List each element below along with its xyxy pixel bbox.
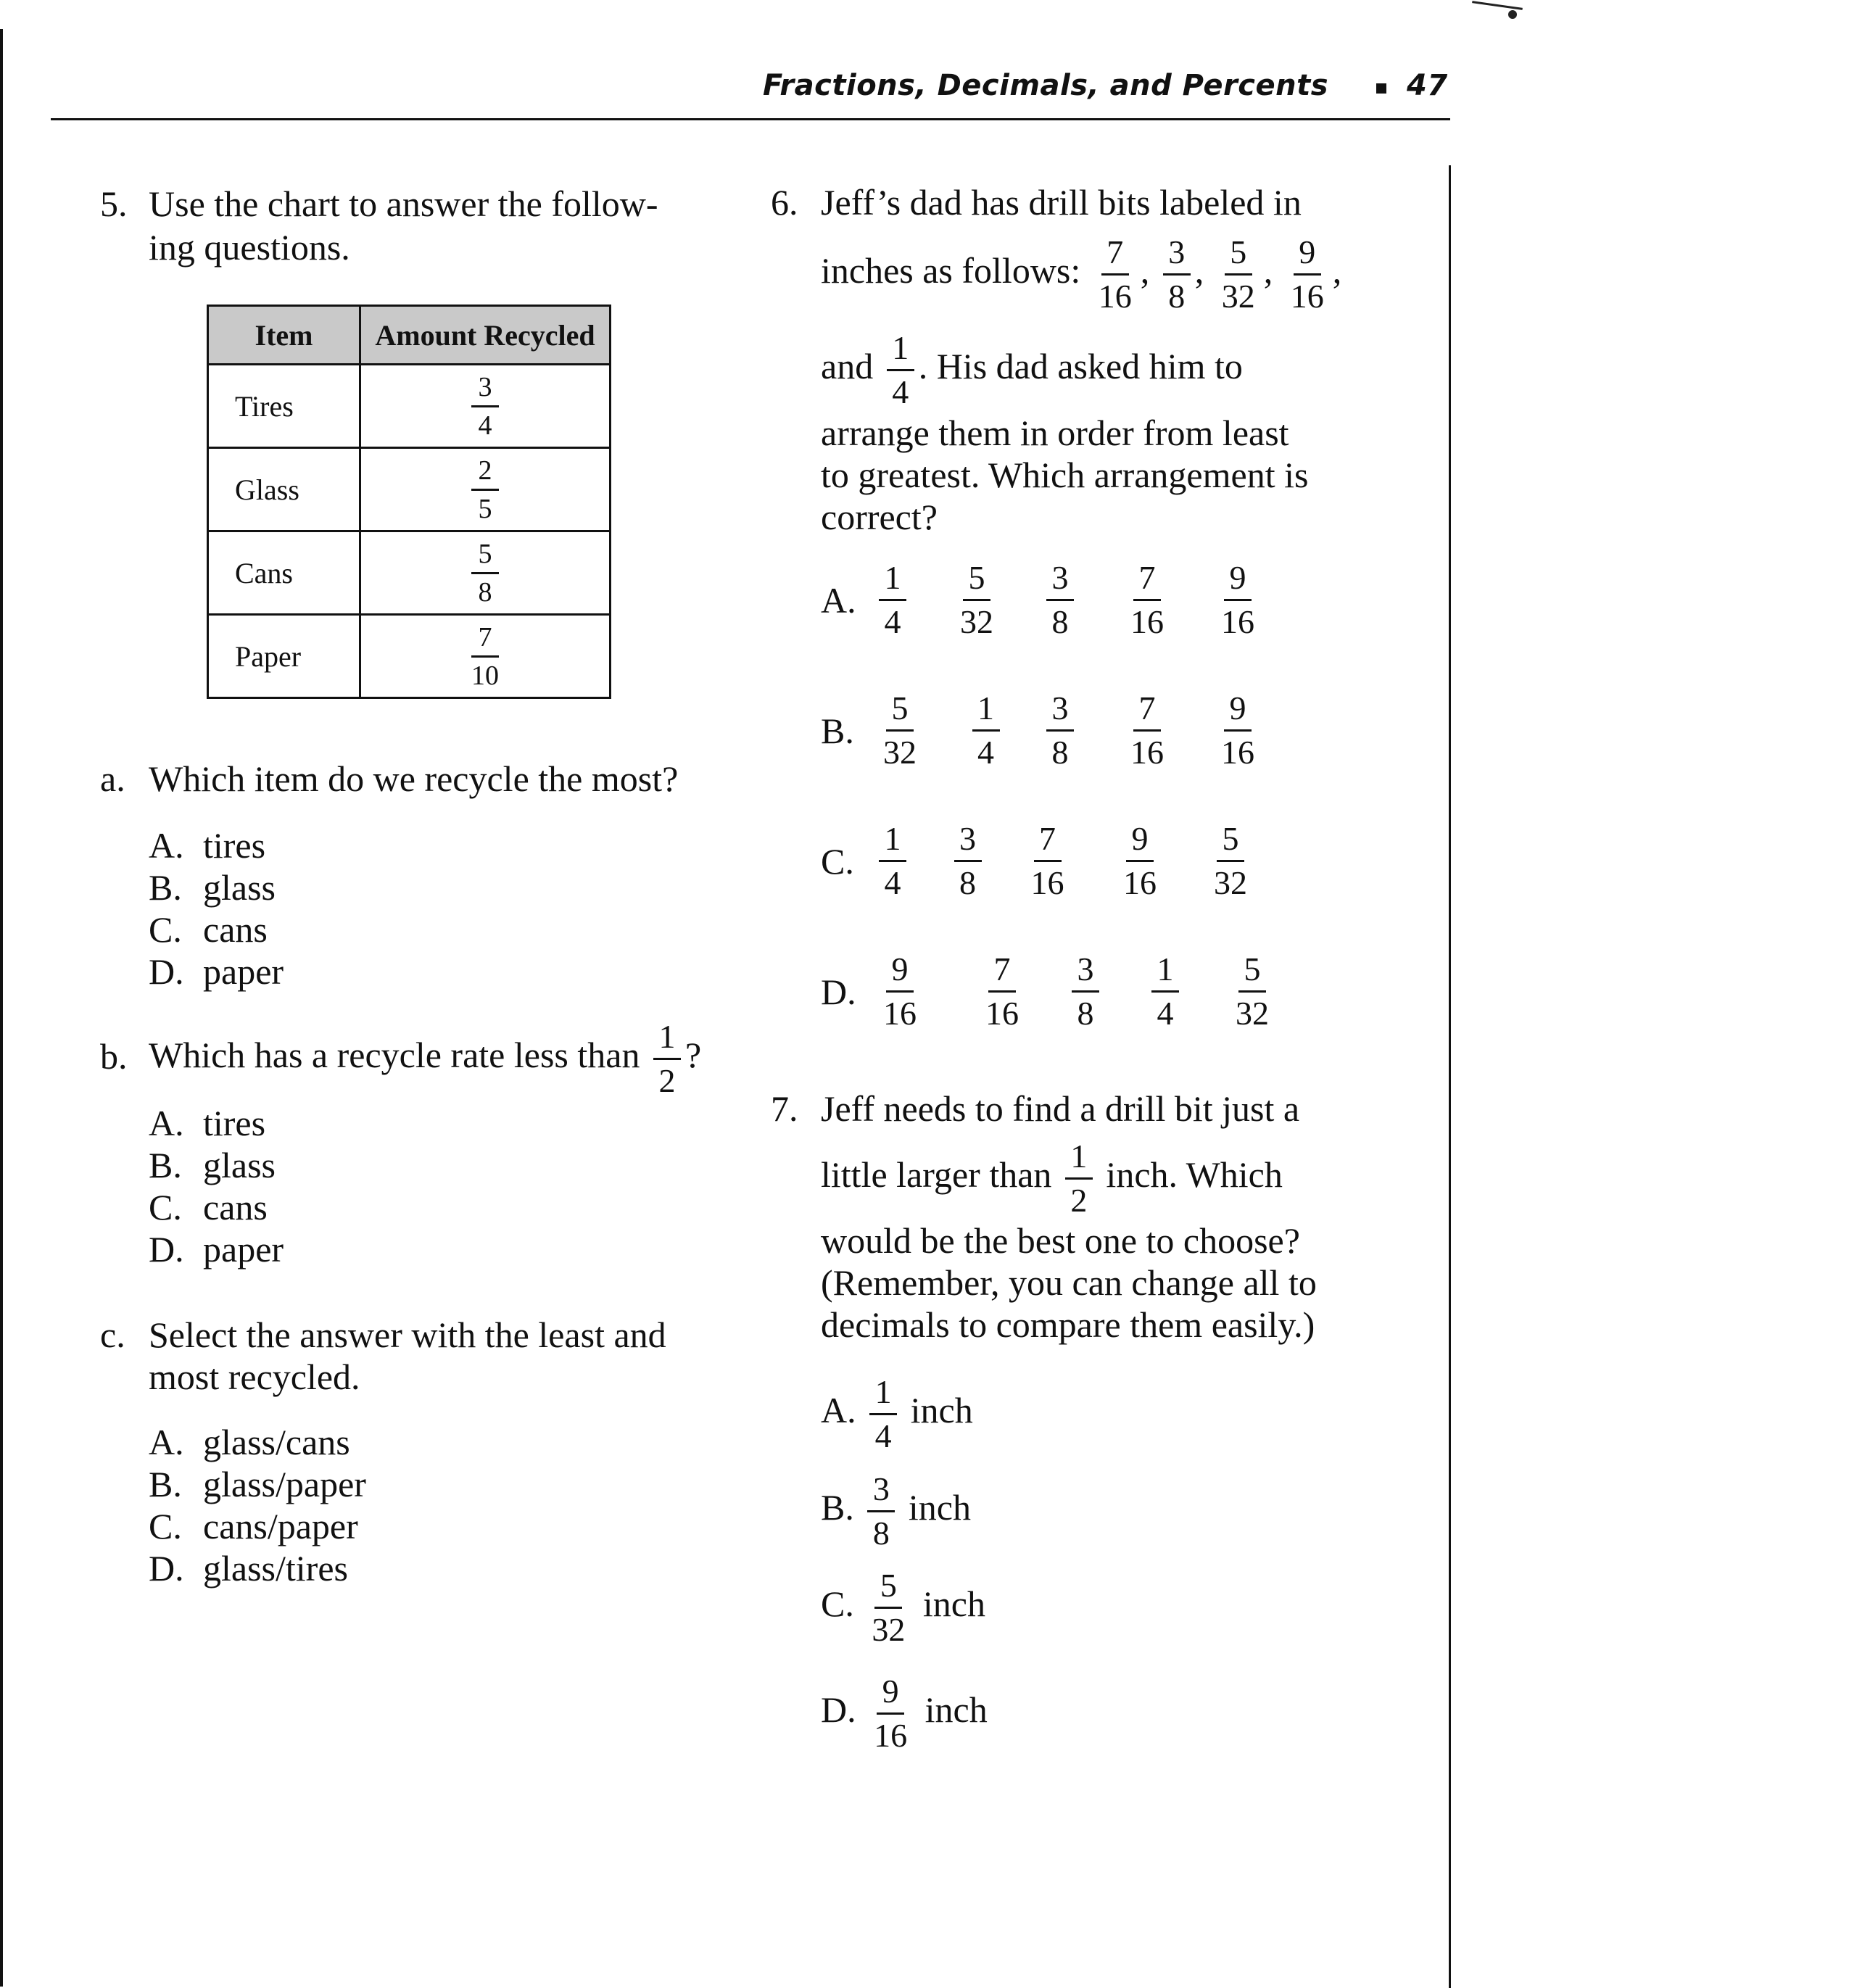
denominator: 8 <box>478 576 492 608</box>
denominator: 8 <box>1051 603 1069 640</box>
numerator: 7 <box>1101 234 1129 276</box>
q5b-text: Which has a recycle rate less than <box>149 1035 640 1075</box>
denominator: 16 <box>1123 864 1157 901</box>
q5a-option-text: tires <box>203 825 266 866</box>
numerator: 1 <box>1065 1138 1093 1180</box>
option-unit: inch <box>910 1390 973 1430</box>
fraction <box>1151 951 1179 1032</box>
numerator: 3 <box>954 821 982 862</box>
q5b-option-letter: C. <box>149 1187 182 1227</box>
q6-option-d <box>821 951 1299 1032</box>
denominator: 32 <box>1214 864 1247 901</box>
recycling-table-wrap <box>207 305 611 699</box>
numerator: 1 <box>879 821 906 862</box>
numerator: 3 <box>1046 690 1074 732</box>
numerator: 5 <box>886 690 914 732</box>
denominator: 4 <box>884 864 901 901</box>
q6-line2-text: inches as follows: <box>821 250 1081 291</box>
numerator: 3 <box>1072 951 1099 993</box>
numerator: 7 <box>1034 821 1062 862</box>
q5c-text-line2: most recycled. <box>149 1357 360 1397</box>
table-cell-item: Paper <box>208 615 360 698</box>
numerator: 3 <box>1163 234 1191 276</box>
q5a-option-text: glass <box>203 867 276 908</box>
numerator: 5 <box>1238 951 1266 993</box>
fraction <box>1027 821 1069 901</box>
fraction <box>1163 234 1191 315</box>
table-header-amount: Amount Recycled <box>360 306 611 365</box>
fraction <box>879 560 906 640</box>
denominator: 16 <box>1098 278 1132 315</box>
fraction <box>1286 234 1328 315</box>
fraction <box>1119 821 1161 901</box>
fraction <box>1072 951 1099 1032</box>
table-cell-amount <box>360 615 611 698</box>
q6-text-line6: correct? <box>821 497 938 537</box>
numerator: 9 <box>886 951 914 993</box>
numerator: 1 <box>869 1374 897 1415</box>
fraction <box>879 951 921 1032</box>
numerator: 5 <box>471 539 499 574</box>
q5c-text-line1: Select the answer with the least and <box>149 1314 666 1355</box>
numerator: 5 <box>1225 234 1252 276</box>
comma: , <box>1263 250 1273 291</box>
fraction <box>956 560 998 640</box>
fraction <box>887 330 914 410</box>
table-header-row <box>208 306 611 365</box>
numerator: 5 <box>1217 821 1244 862</box>
denominator: 16 <box>1221 603 1254 640</box>
q5b-end: ? <box>684 1035 702 1075</box>
q5a-text: Which item do we recycle the most? <box>149 758 679 799</box>
q5a-option-letter: C. <box>149 909 182 950</box>
fraction <box>879 690 921 771</box>
q5b-option-text: tires <box>203 1103 266 1143</box>
q5a-letter: a. <box>100 758 125 799</box>
option-letter: C. <box>821 840 854 882</box>
fraction <box>879 821 906 901</box>
table-cell-item: Glass <box>208 448 360 531</box>
numerator: 7 <box>1133 690 1161 732</box>
option-letter: B. <box>821 710 854 751</box>
fraction <box>1231 951 1273 1032</box>
option-letter: A. <box>821 579 856 621</box>
q5c-option-letter: C. <box>149 1506 182 1546</box>
denominator: 5 <box>478 493 492 524</box>
fraction <box>954 821 982 901</box>
q6-text-line5: to greatest. Which arrangement is <box>821 455 1309 495</box>
numerator: 3 <box>1046 560 1074 601</box>
denominator: 16 <box>1221 734 1254 771</box>
table-header-item: Item <box>208 306 360 365</box>
q7-option-a <box>821 1370 973 1454</box>
denominator: 8 <box>872 1515 890 1552</box>
q5b-option-letter: A. <box>149 1103 184 1143</box>
q5c-option-text: glass/paper <box>203 1464 366 1504</box>
numerator: 1 <box>653 1019 681 1060</box>
table-row <box>208 365 611 448</box>
q5b-option-text: cans <box>203 1187 268 1227</box>
denominator: 16 <box>985 995 1019 1032</box>
numerator: 3 <box>867 1471 895 1512</box>
q7-text-line3: would be the best one to choose? <box>821 1220 1300 1261</box>
q6-text-line3 <box>821 326 1243 410</box>
q5-number: 5. <box>100 183 128 224</box>
fraction <box>1217 234 1259 315</box>
denominator: 8 <box>959 864 976 901</box>
q7-text-line4: (Remember, you can change all to <box>821 1262 1317 1303</box>
denominator: 4 <box>892 373 909 411</box>
q5b-option-text: glass <box>203 1145 276 1185</box>
denominator: 16 <box>874 1717 908 1755</box>
table-cell-amount <box>360 531 611 615</box>
fraction <box>869 1374 897 1454</box>
denominator: 4 <box>874 1417 892 1455</box>
numerator: 1 <box>1151 951 1179 993</box>
fraction <box>972 690 1000 771</box>
denominator: 32 <box>1221 278 1255 315</box>
denominator: 16 <box>1130 603 1164 640</box>
option-letter: A. <box>821 1390 856 1430</box>
fraction <box>1126 560 1168 640</box>
q7-number: 7. <box>771 1088 798 1129</box>
q5c-option-letter: D. <box>149 1548 184 1589</box>
fraction <box>1046 690 1074 771</box>
numerator: 3 <box>471 372 499 407</box>
fraction <box>981 951 1023 1032</box>
option-unit: inch <box>924 1689 988 1730</box>
numerator: 1 <box>887 330 914 371</box>
q5b-option-letter: B. <box>149 1145 182 1185</box>
fraction <box>1209 821 1252 901</box>
q7-option-b <box>821 1467 971 1552</box>
q5c-option-text: cans/paper <box>203 1506 358 1546</box>
numerator: 2 <box>471 455 499 491</box>
table-row <box>208 448 611 531</box>
q6-option-c <box>821 821 1274 901</box>
header-rule <box>51 118 1450 120</box>
denominator: 4 <box>884 603 901 640</box>
fraction <box>653 1019 681 1099</box>
fraction <box>1217 690 1259 771</box>
denominator: 10 <box>471 660 499 691</box>
q6-option-a <box>821 560 1281 640</box>
fraction <box>471 372 499 441</box>
page-number: 47 <box>1407 69 1448 102</box>
numerator: 1 <box>972 690 1000 732</box>
q5c-option-text: glass/cans <box>203 1422 350 1462</box>
q5a-option-letter: D. <box>149 951 184 992</box>
comma: , <box>1332 250 1342 291</box>
numerator: 9 <box>1224 690 1252 732</box>
table-cell-amount <box>360 448 611 531</box>
q5a-option-letter: A. <box>149 825 184 866</box>
fraction <box>1046 560 1074 640</box>
q5c-option-letter: B. <box>149 1464 182 1504</box>
numerator: 1 <box>879 560 906 601</box>
recycling-table <box>207 305 611 699</box>
denominator: 32 <box>883 734 917 771</box>
option-unit: inch <box>922 1583 985 1624</box>
numerator: 9 <box>877 1673 904 1715</box>
right-column-rule <box>1449 165 1451 1988</box>
denominator: 8 <box>1051 734 1069 771</box>
fraction <box>1126 690 1168 771</box>
denominator: 4 <box>977 734 994 771</box>
q5a-option-letter: B. <box>149 867 182 908</box>
q5a-option-text: cans <box>203 909 268 950</box>
comma: , <box>1194 250 1204 291</box>
q6-option-b <box>821 690 1281 771</box>
fraction <box>1094 234 1136 315</box>
fraction <box>467 622 503 691</box>
option-letter: B. <box>821 1487 854 1528</box>
q5a-option-text: paper <box>203 951 284 992</box>
denominator: 32 <box>960 603 993 640</box>
numerator: 5 <box>874 1567 902 1609</box>
fraction <box>867 1567 909 1648</box>
comma: , <box>1140 250 1150 291</box>
fraction <box>867 1471 895 1552</box>
numerator: 9 <box>1224 560 1252 601</box>
fraction <box>471 455 499 524</box>
page-header-title: Fractions, Decimals, and Percents <box>763 69 1329 102</box>
q5c-option-text: glass/tires <box>203 1548 348 1589</box>
q6-text-line1: Jeff’s dad has drill bits labeled in <box>821 182 1302 223</box>
denominator: 32 <box>872 1611 906 1649</box>
q7-option-d <box>821 1670 988 1754</box>
denominator: 16 <box>1030 864 1064 901</box>
table-row <box>208 615 611 698</box>
q6-and: and <box>821 346 874 386</box>
denominator: 8 <box>1168 278 1186 315</box>
q5c-option-letter: A. <box>149 1422 184 1462</box>
table-row <box>208 531 611 615</box>
numerator: 7 <box>471 622 499 658</box>
option-letter: D. <box>821 1689 856 1730</box>
q5b-letter: b. <box>100 1036 128 1077</box>
q5b-option-letter: D. <box>149 1229 184 1270</box>
q7-line2a: little larger than <box>821 1154 1052 1195</box>
q5c-letter: c. <box>100 1314 125 1355</box>
denominator: 16 <box>1130 734 1164 771</box>
q7-text-line1: Jeff needs to find a drill bit just a <box>821 1088 1300 1129</box>
q7-text-line5: decimals to compare them easily.) <box>821 1304 1315 1345</box>
option-letter: D. <box>821 971 856 1012</box>
q5-text-line1: Use the chart to answer the follow- <box>149 183 658 224</box>
option-letter: C. <box>821 1583 854 1624</box>
left-edge-rule <box>0 29 3 1987</box>
numerator: 7 <box>1133 560 1161 601</box>
table-cell-amount <box>360 365 611 448</box>
q5b-option-text: paper <box>203 1229 284 1270</box>
q6-line3-rest: . His dad asked him to <box>918 346 1243 386</box>
denominator: 4 <box>1157 995 1174 1032</box>
q5-text-line2: ing questions. <box>149 227 350 268</box>
numerator: 7 <box>988 951 1016 993</box>
q6-text-line2 <box>821 231 1341 315</box>
fraction <box>471 539 499 608</box>
option-unit: inch <box>908 1487 971 1528</box>
q7-line2b: inch. Which <box>1106 1154 1283 1195</box>
q7-text-line2 <box>821 1135 1283 1219</box>
numerator: 5 <box>963 560 990 601</box>
numerator: 9 <box>1126 821 1154 862</box>
header-bullet <box>1376 83 1386 94</box>
fraction <box>1065 1138 1093 1219</box>
scan-dot <box>1508 10 1517 19</box>
q6-text-line4: arrange them in order from least <box>821 413 1289 453</box>
numerator: 9 <box>1294 234 1321 276</box>
denominator: 8 <box>1077 995 1094 1032</box>
table-cell-item: Cans <box>208 531 360 615</box>
q6-number: 6. <box>771 182 798 223</box>
denominator: 2 <box>1070 1182 1088 1219</box>
table-cell-item: Tires <box>208 365 360 448</box>
q5b-text-wrap <box>149 1015 701 1099</box>
q7-option-c <box>821 1564 985 1648</box>
denominator: 2 <box>658 1062 676 1100</box>
denominator: 4 <box>478 410 492 441</box>
denominator: 16 <box>883 995 917 1032</box>
scan-mark <box>1472 1 1523 10</box>
fraction <box>1217 560 1259 640</box>
denominator: 32 <box>1236 995 1269 1032</box>
fraction <box>869 1673 911 1754</box>
denominator: 16 <box>1290 278 1324 315</box>
